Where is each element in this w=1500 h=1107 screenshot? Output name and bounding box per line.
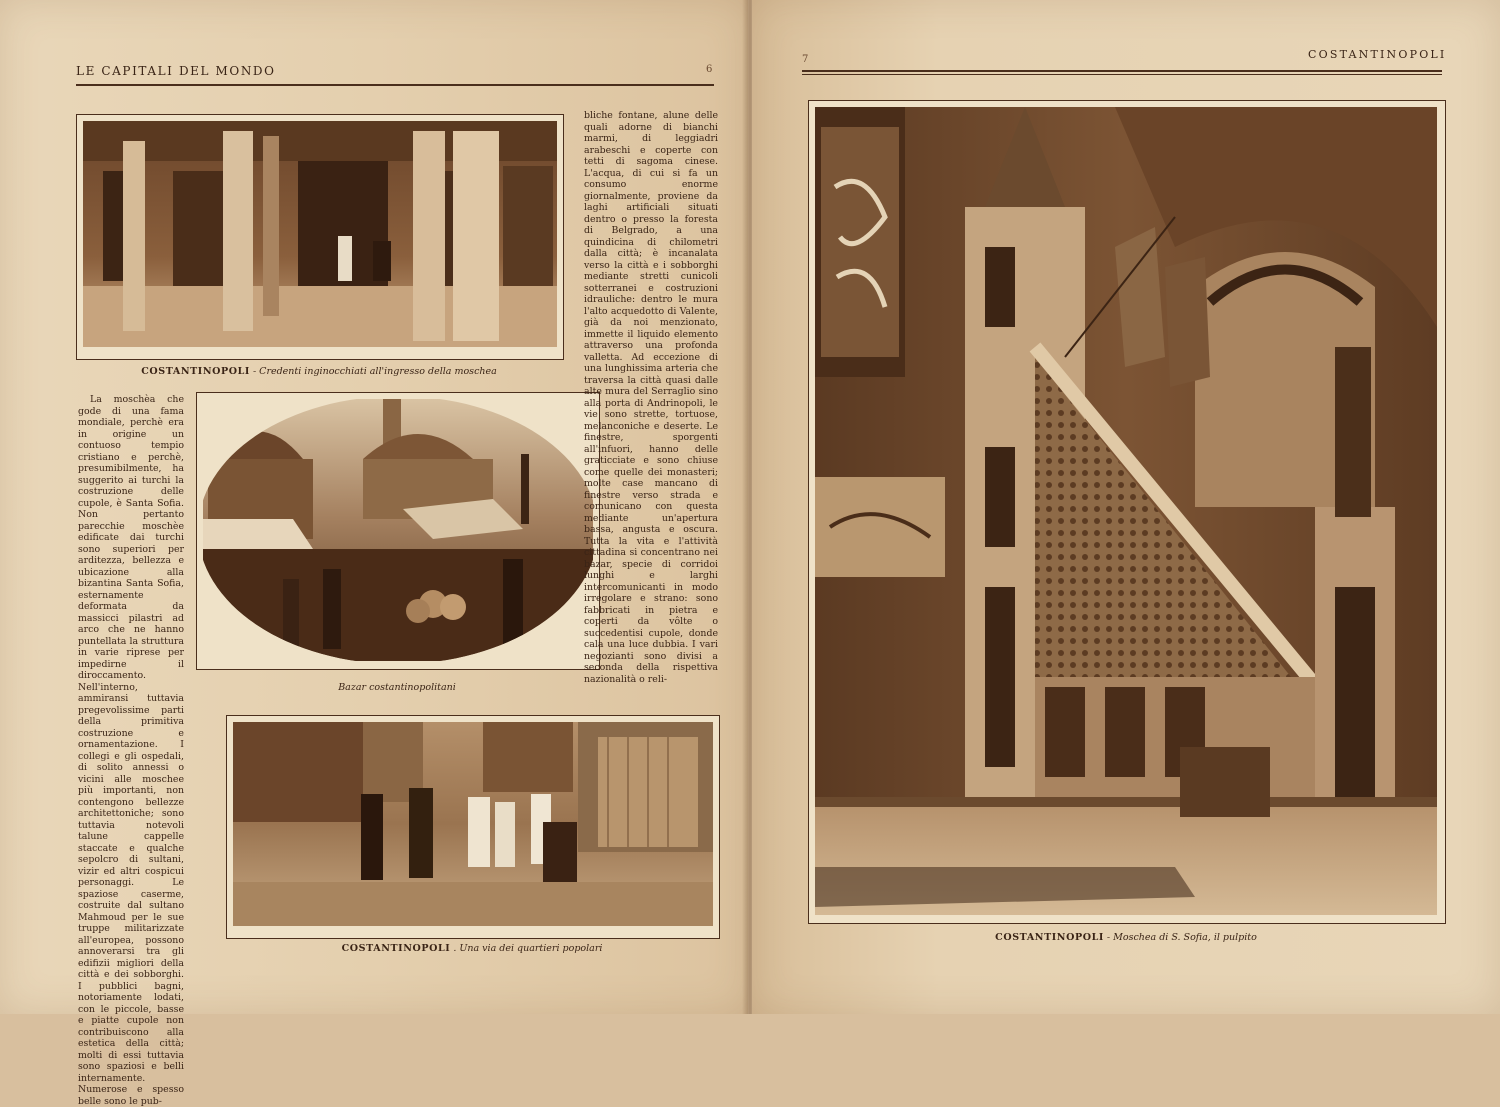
bazaar-photo xyxy=(203,399,593,661)
folio-right: 7 xyxy=(802,54,809,65)
pulpit-photo xyxy=(815,107,1437,915)
article-text-column-1 xyxy=(78,394,184,1107)
pulpit-caption-place: COSTANTINOPOLI xyxy=(995,932,1104,943)
head-rule-left xyxy=(76,84,714,86)
article-paragraph-2: bliche fontane, alune delle quali adorne di bianchi marmi, di leggiadri arabeschi e coperte con tetti di sagoma cinese. L'acqua, di cui si fa un consumo enorme giornalmente, proviene da laghi artificiali situati dentro o presso la foresta di Belgrado, a una quindicina di chilometri dalla città; è incanalata verso la città e i sobborghi mediante stretti cunicoli sotterranei e costruzioni idrauliche: dentro le mura l'alto acquedotto di Valente, già da noi menzionato, immette il liquido elemento attraverso una profonda valletta. Ad eccezione di una lunghissima arteria che traversa la città quasi dalle alte mura del Serraglio sino alla porta di Andrinopoli, le vie sono strette, tortuose, melanconiche e deserte. Le finestre, sporgenti all'infuori, hanno delle graticciate e sono chiuse come quelle dei monasteri; molte case mancano di finestre verso strada e comunicano con questa mediante un'apertura bassa, angusta e oscura. Tutta la vita e l'attività cittadina si concentrano nei bazar, specie di corridoi lunghi e larghi intercomunicanti in modo irregolare e strano: sono fabbricati in pietra e coperti da vôlte o succedentisi cupole, donde cala una luce dubbia. I vari negozianti sono divisi a seconda della rispettiva nazionalità o reli- xyxy=(584,110,718,685)
mosque-courtyard-photo xyxy=(83,121,557,347)
mosque-caption xyxy=(76,366,562,377)
pulpit-caption xyxy=(808,932,1444,943)
article-text-column-2 xyxy=(584,110,718,710)
bazaar-caption: Bazar costantinopolitani xyxy=(338,682,456,693)
head-rule-right-thin xyxy=(802,74,1442,75)
mosque-caption-place: COSTANTINOPOLI xyxy=(141,366,250,377)
pulpit-photo-frame xyxy=(808,100,1446,924)
street-caption-text: . Una via dei quartieri popolari xyxy=(450,943,603,954)
running-head-left: LE CAPITALI DEL MONDO xyxy=(76,64,276,78)
head-rule-right xyxy=(802,70,1442,72)
mosque-caption-text: - Credenti inginocchiati all'ingresso della moschea xyxy=(249,366,497,377)
street-caption xyxy=(226,943,718,954)
article-paragraph-1: La moschèa che gode di una fama mondiale, perchè era in origine un contuoso tempio cristiano e perchè, presumibilmente, ha suggerito ai turchi la costruzione delle cupole, è Santa Sofia. Non pertanto parecchie moschèe edificate dai turchi sono superiori per arditezza, bellezza e ubicazione alla bizantina Santa Sofia, esternamente deformata da massicci pilastri ad arco che ne hanno puntellata la struttura in varie riprese per impedirne il diroccamento. Nell'interno, ammiransi tuttavia pregevolissime parti della primitiva costruzione e ornamentazione. I collegi e gli ospedali, di solito annessi o vicini alle moschee più importanti, non contengono bellezze architettoniche; sono tuttavia notevoli talune cappelle staccate e qualche sepolcro di sultani, vizir ed altri cospicui personaggi. Le spaziose caserme, costruite dal sultano Mahmoud per le sue truppe militarizzate all'europea, possono annoverarsi tra gli edifizii migliori della città e dei sobborghi. I pubblici bagni, notoriamente lodati, con le piccole, basse e piatte cupole non contribuiscono alla estetica della città; molti di essi tuttavia sono spaziosi e belli internamente. Numerose e spesso belle sono le pub- xyxy=(78,394,184,1107)
mosque-photo-frame xyxy=(76,114,564,360)
left-page xyxy=(0,0,748,1107)
right-page xyxy=(752,0,1500,1014)
running-head-right: COSTANTINOPOLI xyxy=(1308,48,1447,61)
bazaar-photo-frame xyxy=(196,392,600,670)
street-caption-place: COSTANTINOPOLI xyxy=(341,943,451,954)
street-photo xyxy=(233,722,713,926)
pulpit-caption-text: - Moschea di S. Sofia, il pulpito xyxy=(1103,932,1257,943)
folio-left: 6 xyxy=(706,64,713,75)
street-photo-frame xyxy=(226,715,720,939)
